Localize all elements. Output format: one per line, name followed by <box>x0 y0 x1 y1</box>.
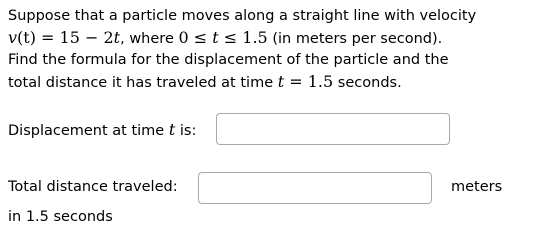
displacement-label <box>8 120 196 139</box>
var-t: t <box>113 28 121 47</box>
problem-line-1 <box>8 6 538 27</box>
problem-text: Suppose that a particle moves along a straight line with velocity <box>8 8 477 24</box>
velocity-formula <box>8 28 120 47</box>
problem-statement <box>8 6 538 94</box>
total-distance-units <box>451 179 502 195</box>
problem-line-4 <box>8 71 538 94</box>
problem-text: total distance it has traveled at time <box>8 75 278 91</box>
total-distance-label <box>8 179 178 195</box>
displacement-label-text: Displacement at time <box>8 123 169 139</box>
var-v: v <box>8 28 18 47</box>
range-upper: ≤ 1.5 <box>218 28 268 47</box>
problem-line-2 <box>8 27 538 50</box>
time-eq: = 1.5 <box>284 72 334 91</box>
velocity-arg: (t) <box>17 28 36 47</box>
displacement-label-suffix: is: <box>175 123 197 139</box>
time-range <box>178 28 267 47</box>
problem-text: Find the formula for the displacement of the particle and the <box>8 52 449 68</box>
var-t: t <box>212 28 219 47</box>
time-interval-note: in 1.5 seconds <box>8 209 113 225</box>
problem-text: seconds. <box>333 75 402 91</box>
var-t: t <box>168 120 176 139</box>
total-distance-sublabel <box>8 209 113 225</box>
displacement-input[interactable] <box>216 113 450 145</box>
problem-line-3 <box>8 50 538 71</box>
total-distance-input[interactable] <box>198 172 432 204</box>
range-lower: 0 ≤ <box>178 28 213 47</box>
var-t: t <box>277 72 285 91</box>
units-note: (in meters per second). <box>267 31 443 47</box>
time-value <box>278 72 333 91</box>
velocity-rhs: = 15 − 2 <box>35 28 114 47</box>
units-label: meters <box>451 179 503 195</box>
total-distance-label-text: Total distance traveled: <box>8 179 178 195</box>
problem-text: , where <box>120 31 179 47</box>
